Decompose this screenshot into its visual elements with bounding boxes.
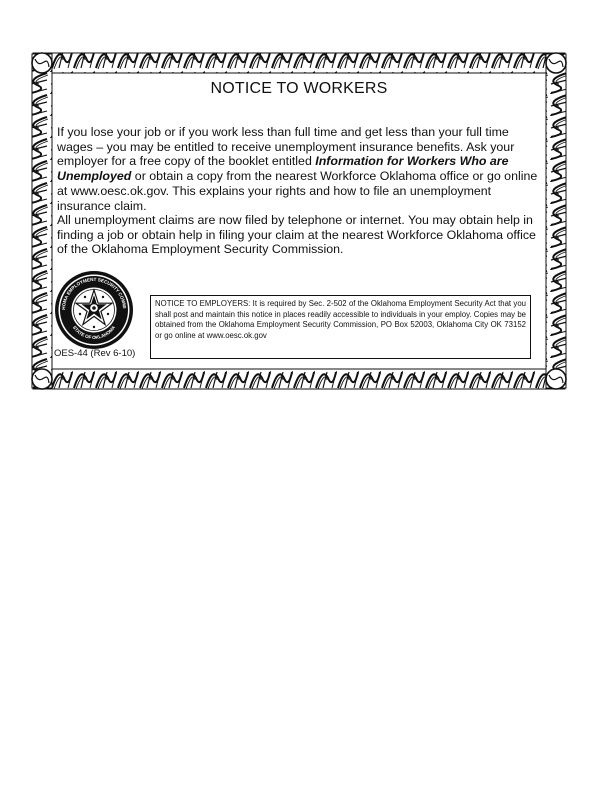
- workers-paragraph: [57, 125, 545, 213]
- claims-paragraph: All unemployment claims are now filed by telephone or internet. You may obtain help in finding a job or obtain help in filing your claim at the nearest Workforce Oklahoma office of the Oklahoma Employment Security Commission.: [57, 213, 536, 257]
- booklet-title: Information for Workers Who are Unemployed: [57, 154, 509, 184]
- state-seal-icon: [54, 270, 134, 350]
- notice-frame: [29, 50, 569, 392]
- notice-title: NOTICE TO WORKERS: [210, 80, 388, 97]
- seal-ring-text: HOMA EMPLOYMENT SECURITY COMMI: [60, 276, 127, 310]
- seal-bottom-text: STATE OF OKLAHOMA: [71, 324, 117, 341]
- form-number: OES-44 (Rev 6-10): [54, 348, 136, 359]
- paragraph-text: If you lose your job or if you work less than full time and get less than your full time wages – you may be entitled to receive unemployment insurance benefits. Ask your employer for a free copy of the booklet entitled: [57, 125, 515, 169]
- paragraph-text: or obtain a copy from the nearest Workforce Oklahoma office or go online at www.oesc.ok.gov. This explains your rights and how to file an unemployment insurance claim.: [57, 169, 538, 213]
- employer-notice-box: NOTICE TO EMPLOYERS: It is required by Sec. 2-502 of the Oklahoma Employment Security Act that you shall post and maintain this notice in places readily accessible to individuals in your employ. Copies may be obtained from the Oklahoma Employment Security Commission, PO Box 52003, Oklahoma City OK 73152 or go online at www.oesc.ok.gov: [150, 295, 531, 359]
